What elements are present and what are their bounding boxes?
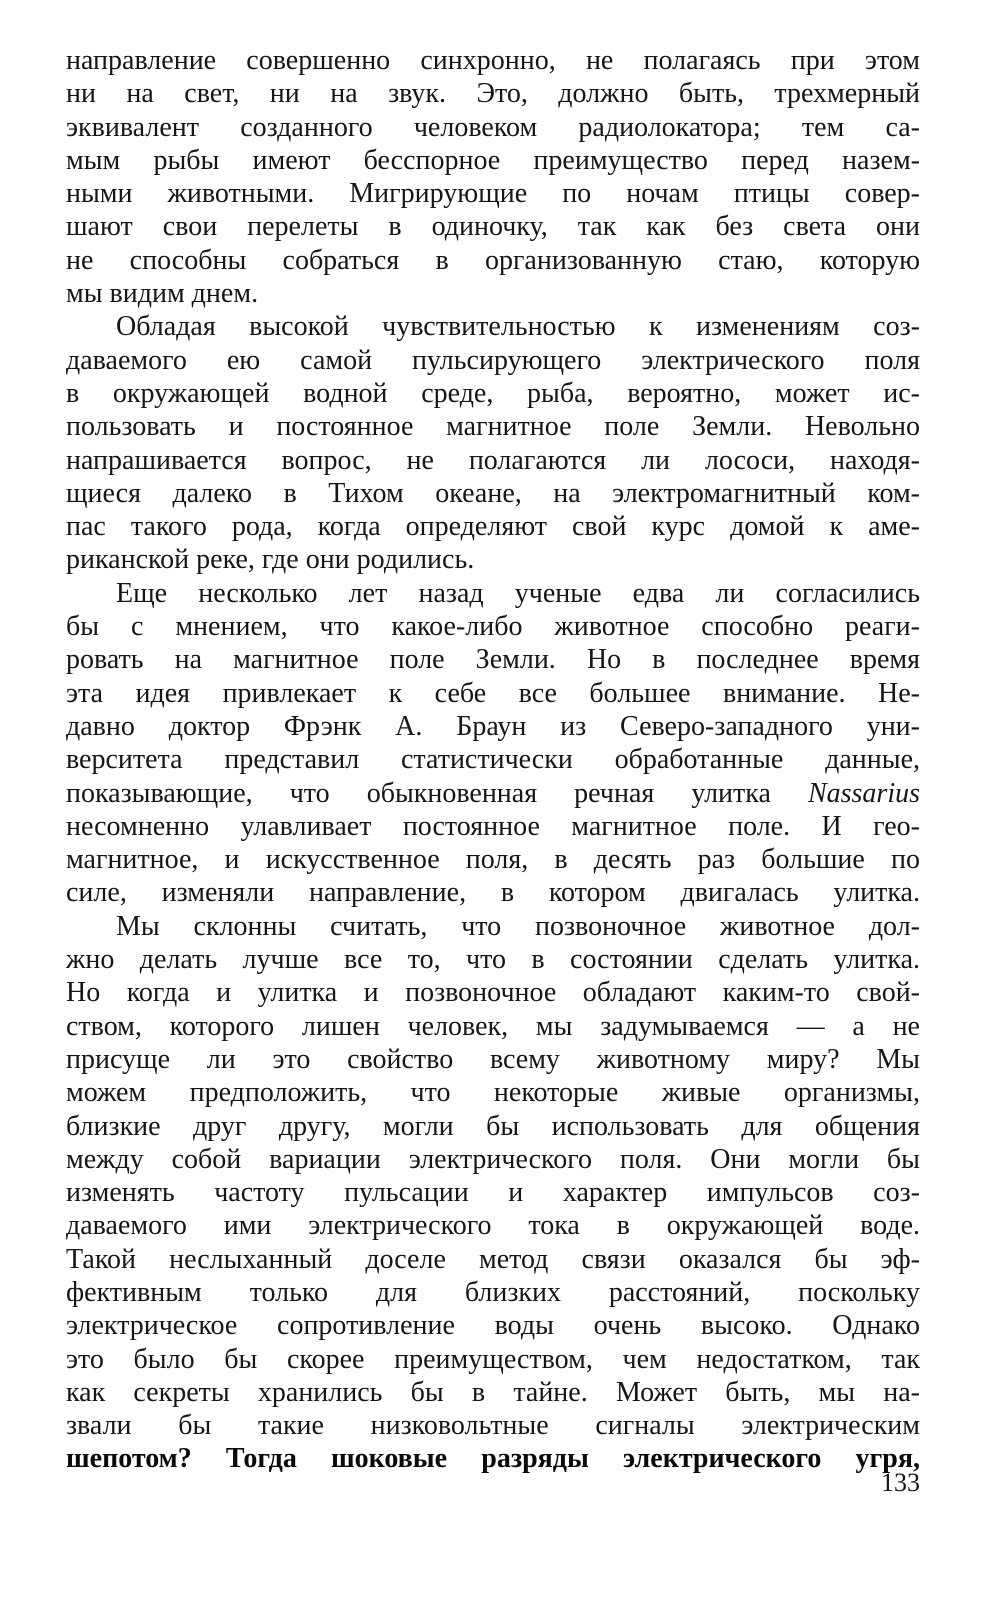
text-line: напрашивается вопрос, не полагаются ли лососи, находя- xyxy=(66,444,920,476)
text-line: показывающие, что обыкновенная речная улитка Nassarius xyxy=(66,777,920,809)
text-line: ством, которого лишен человек, мы задумываемся — а не xyxy=(66,1010,920,1042)
text-line: близкие друг другу, могли бы использовать для общения xyxy=(66,1110,920,1142)
text-line: магнитное, и искусственное поля, в десять раз большие по xyxy=(66,844,920,876)
text-line: силе, изменяли направление, в котором двигалась улитка. xyxy=(66,877,920,909)
page-text xyxy=(66,44,920,1476)
text-line: как секреты хранились бы в тайне. Может быть, мы на- xyxy=(66,1376,920,1408)
paragraph-3 xyxy=(66,577,920,910)
text-line: бы с мнением, что какое-либо животное способно реаги- xyxy=(66,611,920,643)
text-line: жно делать лучше все то, что в состоянии сделать улитка. xyxy=(66,944,920,976)
text-line: это было бы скорее преимуществом, чем недостатком, так xyxy=(66,1343,920,1375)
text-line: в окружающей водной среде, рыба, вероятно, может ис- xyxy=(66,377,920,409)
text-line: давно доктор Фрэнк А. Браун из Северо-западного уни- xyxy=(66,710,920,742)
text-line: шают свои перелеты в одиночку, так как без света они xyxy=(66,211,920,243)
text-line: Такой неслыханный доселе метод связи оказался бы эф- xyxy=(66,1243,920,1275)
text-line: мым рыбы имеют бесспорное преимущество перед назем- xyxy=(66,144,920,176)
text-line: эта идея привлекает к себе все большее внимание. Не- xyxy=(66,677,920,709)
paragraph-4 xyxy=(66,910,920,1476)
text-line: присуще ли это свойство всему животному миру? Мы xyxy=(66,1043,920,1075)
text-line: фективным только для близких расстояний, поскольку xyxy=(66,1276,920,1308)
text-line: между собой вариации электрического поля. Они могли бы xyxy=(66,1143,920,1175)
text-line: ровать на магнитное поле Земли. Но в последнее время xyxy=(66,644,920,676)
text-line: ни на свет, ни на звук. Это, должно быть, трехмерный xyxy=(66,78,920,110)
text-line: ными животными. Мигрирующие по ночам птицы совер- xyxy=(66,178,920,210)
text-line: не способны собраться в организованную стаю, которую xyxy=(66,244,920,276)
text-line: щиеся далеко в Тихом океане, на электромагнитный ком- xyxy=(66,477,920,509)
text-line: риканской реке, где они родились. xyxy=(66,544,475,576)
text-line: электрическое сопротивление воды очень высоко. Однако xyxy=(66,1310,920,1342)
text-line: Обладая высокой чувствительностью к изменениям соз- xyxy=(116,311,920,343)
genus-name: Nassarius xyxy=(807,777,920,809)
text-line: Еще несколько лет назад ученые едва ли согласились xyxy=(116,577,920,609)
text-line: верситета представил статистически обработанные данные, xyxy=(66,744,920,776)
text-line: шепотом? Тогда шоковые разряды электрического угря, xyxy=(66,1443,920,1475)
text-line: Но когда и улитка и позвоночное обладают каким-то свой- xyxy=(66,977,920,1009)
paragraph-1 xyxy=(66,44,920,310)
paragraph-2 xyxy=(66,310,920,576)
text-line: несомненно улавливает постоянное магнитное поле. И гео- xyxy=(66,810,920,842)
text-line: даваемого ими электрического тока в окружающей воде. xyxy=(66,1210,920,1242)
page-number: 133 xyxy=(881,1468,920,1497)
text-line: звали бы такие низковольтные сигналы электрическим xyxy=(66,1410,920,1442)
text-line: пользовать и постоянное магнитное поле Земли. Невольно xyxy=(66,411,920,443)
text-line: Мы склонны считать, что позвоночное животное дол- xyxy=(116,910,920,942)
text-line: направление совершенно синхронно, не полагаясь при этом xyxy=(66,45,920,76)
text-line: можем предположить, что некоторые живые организмы, xyxy=(66,1077,920,1109)
text-line: пас такого рода, когда определяют свой курс домой к аме- xyxy=(66,511,920,543)
text-line: эквивалент созданного человеком радиолокатора; тем са- xyxy=(66,111,920,143)
text-line: даваемого ею самой пульсирующего электрического поля xyxy=(66,344,920,376)
text-line: изменять частоту пульсации и характер импульсов соз- xyxy=(66,1177,920,1209)
text-line: мы видим днем. xyxy=(66,278,259,310)
